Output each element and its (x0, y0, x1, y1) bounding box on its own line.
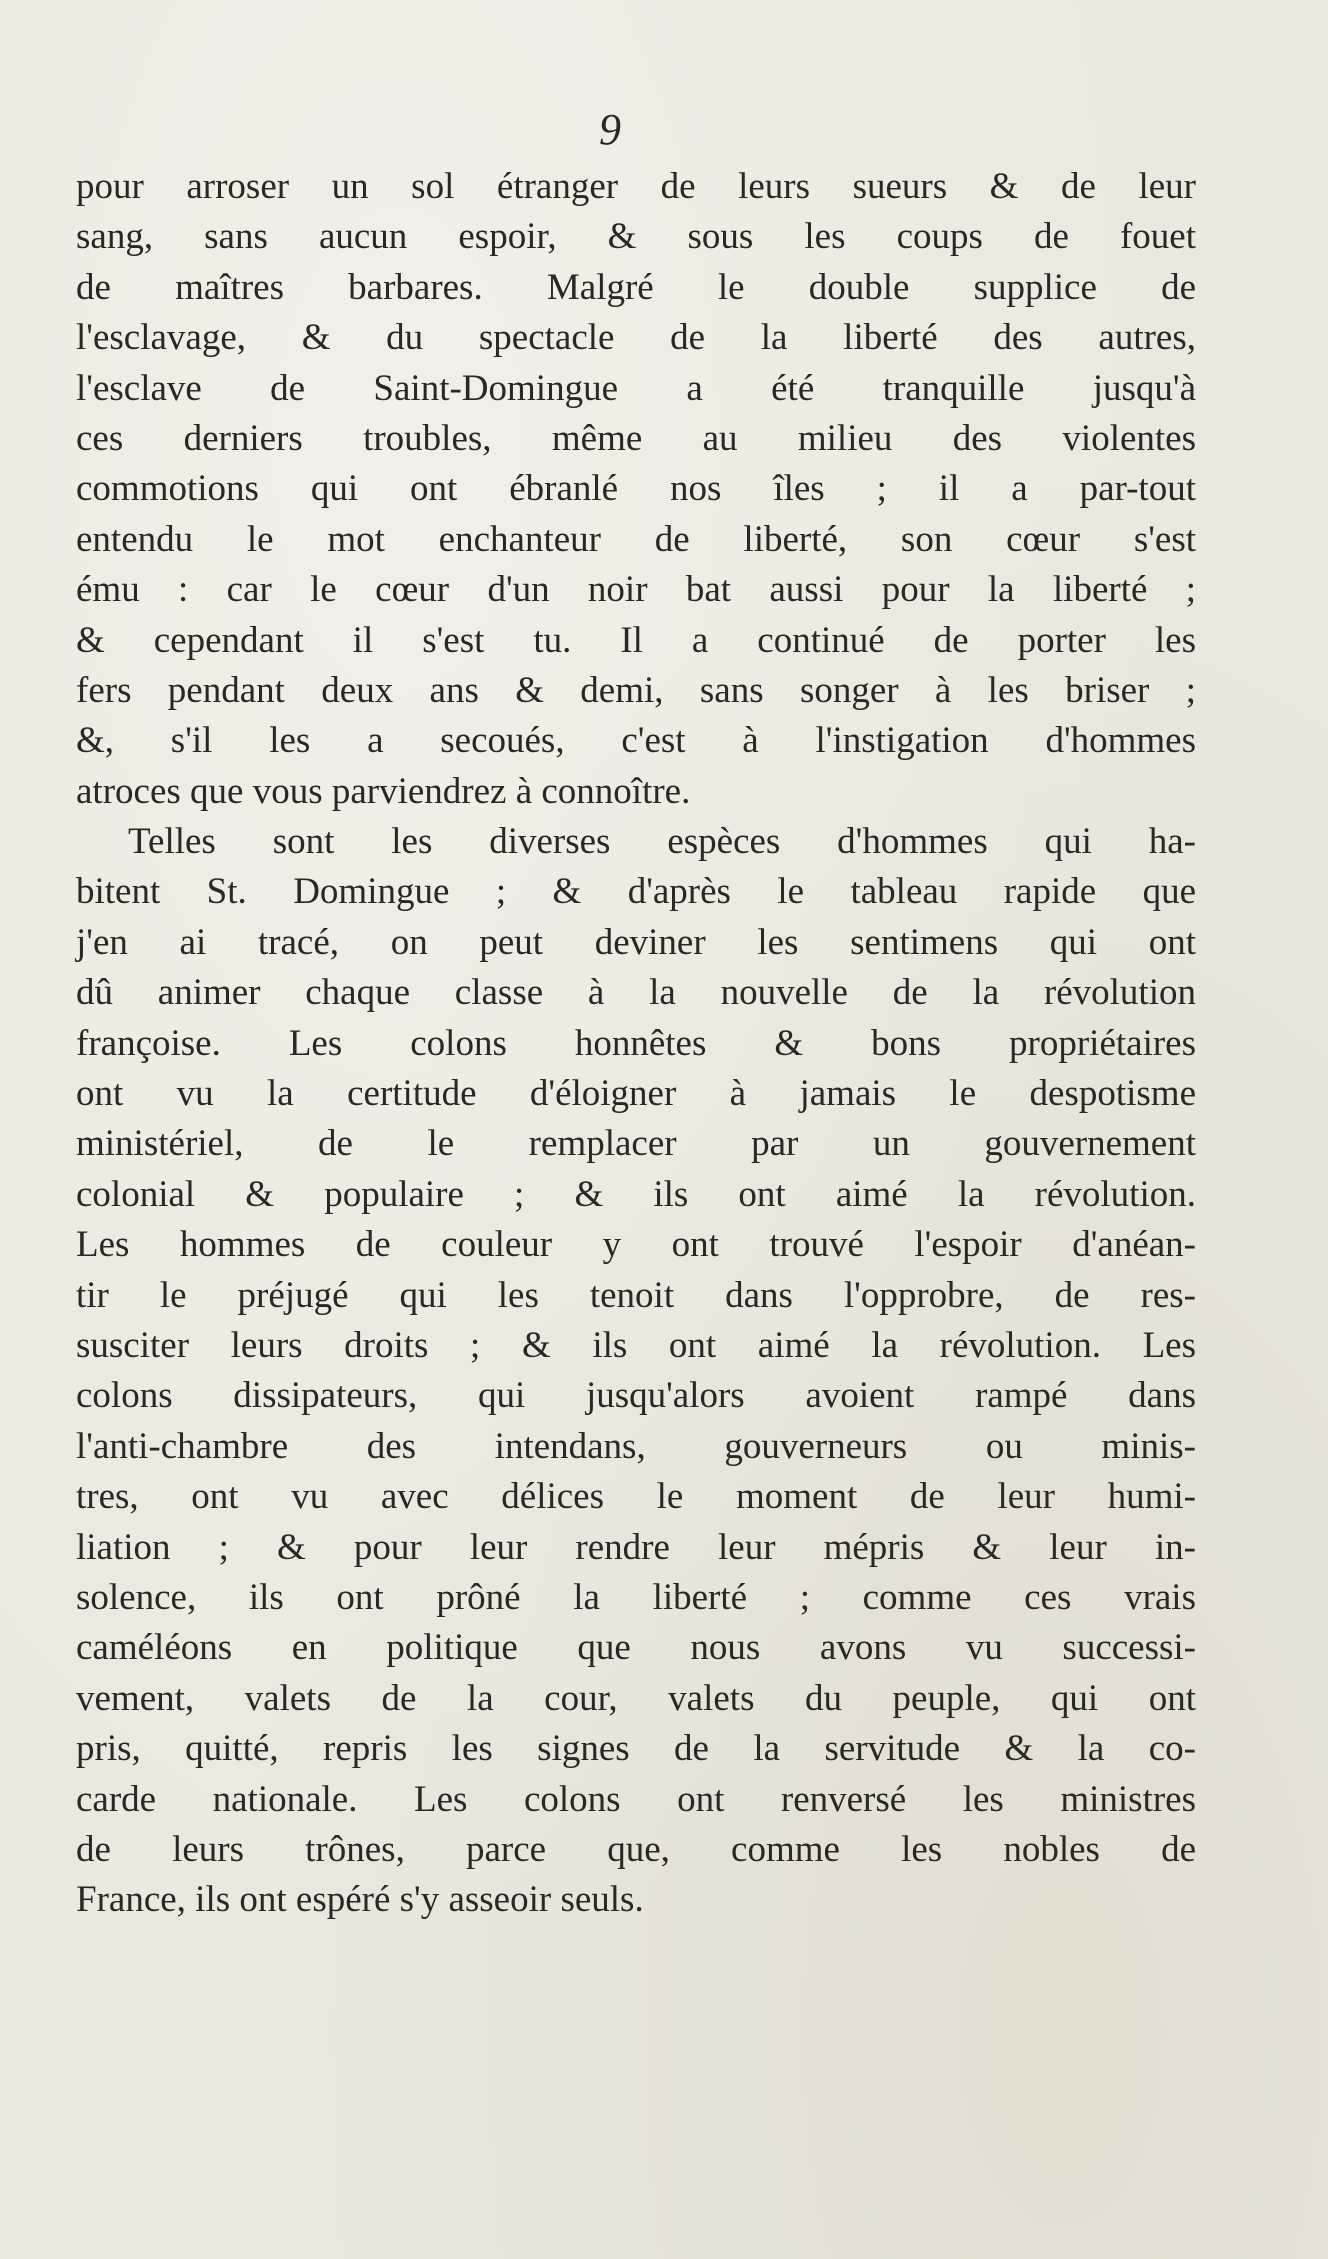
text-line: de maîtres barbares. Malgré le double supplice de (76, 266, 1196, 308)
text-line: ont vu la certitude d'éloigner à jamais le despotisme (76, 1073, 1196, 1115)
text-line: bitent St. Domingue ; & d'après le tableau rapide que (76, 871, 1196, 913)
text-line: ces derniers troubles, même au milieu des violentes (76, 417, 1196, 459)
text-line: l'esclave de Saint-Domingue a été tranquille jusqu'à (76, 367, 1196, 409)
text-line: de leurs trônes, parce que, comme les nobles de (76, 1828, 1196, 1870)
text-line: atroces que vous parviendrez à connoître. (76, 770, 691, 812)
text-line: caméléons en politique que nous avons vu successi- (76, 1627, 1196, 1669)
text-line: françoise. Les colons honnêtes & bons propriétaires (76, 1022, 1196, 1064)
text-line: &, s'il les a secoués, c'est à l'instigation d'hommes (76, 720, 1196, 762)
text-line: dû animer chaque classe à la nouvelle de la révolution (76, 972, 1196, 1014)
text-line: l'esclavage, & du spectacle de la liberté des autres, (76, 317, 1196, 359)
text-line: colons dissipateurs, qui jusqu'alors avoient rampé dans (76, 1375, 1196, 1417)
text-line: ému : car le cœur d'un noir bat aussi pour la liberté ; (76, 569, 1196, 611)
text-line: fers pendant deux ans & demi, sans songer à les briser ; (76, 669, 1196, 711)
text-line: commotions qui ont ébranlé nos îles ; il a par-tout (76, 468, 1196, 510)
text-line: tir le préjugé qui les tenoit dans l'opprobre, de res- (76, 1274, 1196, 1316)
body-text (76, 162, 1196, 1926)
text-line: Telles sont les diverses espèces d'hommes qui ha- (128, 821, 1196, 863)
text-line: & cependant il s'est tu. Il a continué de porter les (76, 619, 1196, 661)
text-line: sang, sans aucun espoir, & sous les coups de fouet (76, 216, 1196, 258)
text-line: solence, ils ont prôné la liberté ; comme ces vrais (76, 1576, 1196, 1618)
text-line: colonial & populaire ; & ils ont aimé la révolution. (76, 1173, 1196, 1215)
text-line: tres, ont vu avec délices le moment de leur humi- (76, 1476, 1196, 1518)
text-line: carde nationale. Les colons ont renversé les ministres (76, 1778, 1196, 1820)
text-line: Les hommes de couleur y ont trouvé l'espoir d'anéan- (76, 1224, 1196, 1266)
text-line: susciter leurs droits ; & ils ont aimé la révolution. Les (76, 1324, 1196, 1366)
text-line: France, ils ont espéré s'y asseoir seuls. (76, 1879, 644, 1921)
page-number: 9 (599, 105, 621, 154)
text-line: j'en ai tracé, on peut deviner les sentimens qui ont (76, 921, 1196, 963)
text-line: pris, quitté, repris les signes de la servitude & la co- (76, 1728, 1196, 1770)
text-line: vement, valets de la cour, valets du peuple, qui ont (76, 1677, 1196, 1719)
text-line: liation ; & pour leur rendre leur mépris & leur in- (76, 1526, 1196, 1568)
text-line: pour arroser un sol étranger de leurs sueurs & de leur (76, 166, 1196, 207)
text-line: entendu le mot enchanteur de liberté, son cœur s'est (76, 518, 1196, 560)
text-line: l'anti-chambre des intendans, gouverneurs ou minis- (76, 1425, 1196, 1467)
text-line: ministériel, de le remplacer par un gouvernement (76, 1123, 1196, 1165)
